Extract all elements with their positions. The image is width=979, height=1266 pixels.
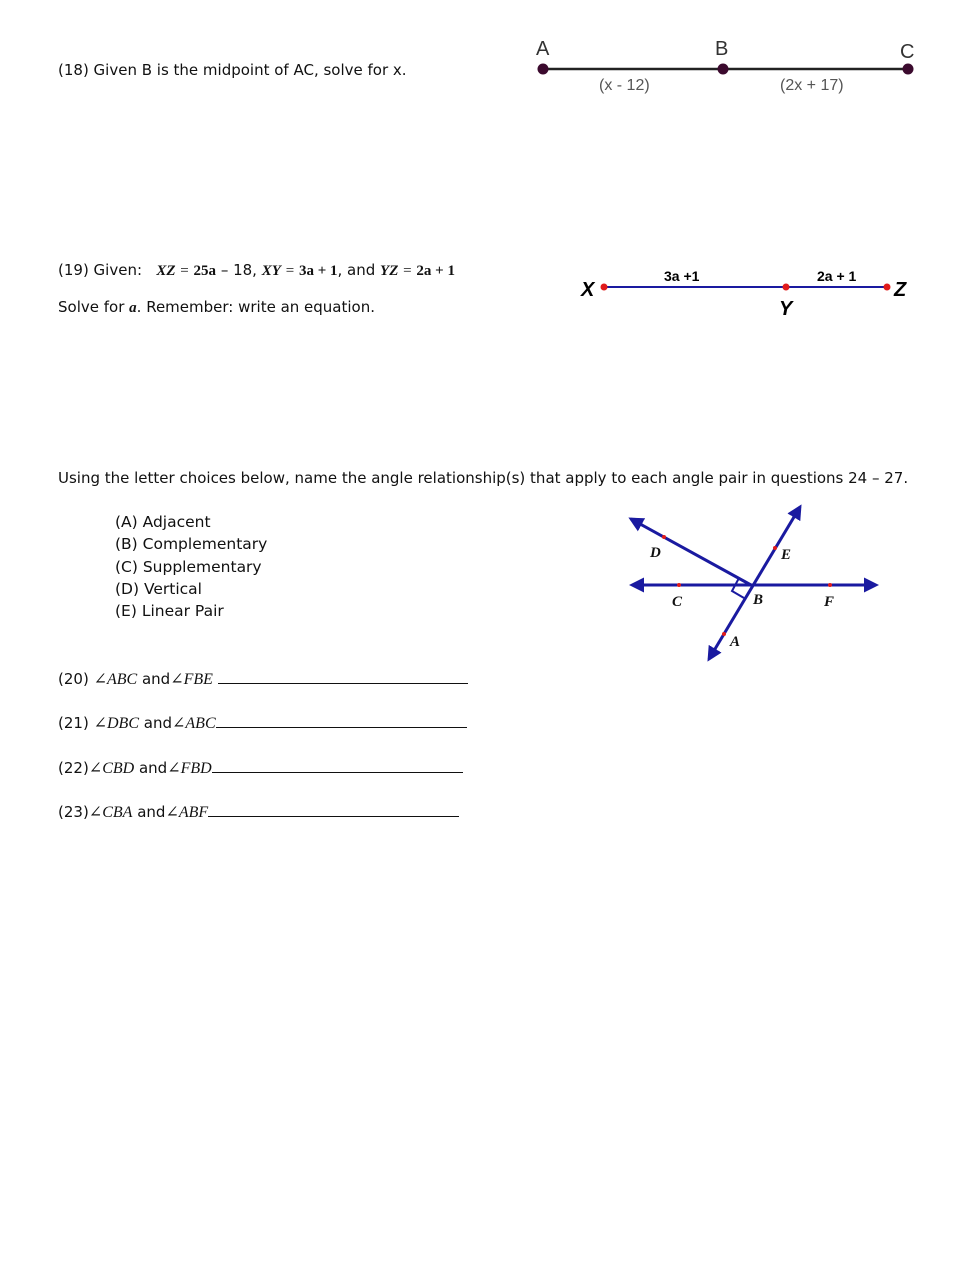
- q19-joiner: , and: [337, 261, 376, 279]
- point-c-label: C: [672, 594, 683, 610]
- q20-angle-a: ∠ABC: [93, 671, 138, 688]
- segment-yz-label: 2a + 1: [817, 268, 857, 284]
- q19-xy: XY: [261, 263, 281, 279]
- q20-answer-blank[interactable]: [218, 669, 468, 684]
- q23-angle-a: ∠CBA: [88, 804, 133, 821]
- point-a-label: A: [536, 38, 550, 60]
- q19-solve-suffix: . Remember: write an equation.: [136, 298, 375, 316]
- q19-equals-1: =: [180, 263, 189, 279]
- angle-diagram: [620, 500, 890, 670]
- q19-equals-2: =: [285, 263, 295, 279]
- ray-bd: [631, 519, 751, 585]
- q20-angle-b: ∠FBE: [170, 671, 213, 688]
- choice-vertical: (D) Vertical: [115, 580, 202, 598]
- q19-equals-3: =: [403, 263, 412, 279]
- point-y-label: Y: [779, 298, 793, 320]
- question-21: [58, 713, 467, 733]
- choice-adjacent: (A) Adjacent: [115, 513, 211, 531]
- q22-and: and: [138, 759, 168, 777]
- q22-answer-blank[interactable]: [212, 758, 463, 773]
- q19-xz-tail: – 18,: [220, 261, 257, 279]
- line-ae: [709, 507, 800, 659]
- segment-bc-label: (2x + 17): [780, 77, 844, 94]
- question-19-instruction: [58, 298, 375, 317]
- q19-solve-prefix: Solve for: [58, 298, 125, 316]
- question-19-given: [58, 261, 455, 280]
- xyz-segment-diagram: [575, 262, 915, 324]
- q19-yz: YZ: [380, 263, 399, 279]
- point-c-label: C: [900, 41, 915, 63]
- point-a-label: A: [730, 634, 741, 650]
- point-z-dot: [884, 284, 891, 291]
- q19-xz-value: 25a: [193, 263, 217, 279]
- point-b-dot: [718, 64, 729, 75]
- q22-angle-a: ∠CBD: [88, 760, 135, 777]
- q19-xy-value: 3a + 1: [298, 263, 338, 279]
- q23-and: and: [137, 803, 166, 821]
- choice-linear-pair: (E) Linear Pair: [115, 602, 224, 620]
- segment-xy-label: 3a +1: [664, 268, 700, 284]
- q22-angle-b: ∠FBD: [167, 760, 212, 777]
- q23-answer-blank[interactable]: [208, 802, 459, 817]
- question-20: [58, 669, 468, 689]
- q20-and: and: [141, 670, 171, 688]
- q19-xz: XZ: [156, 263, 176, 279]
- point-z-label: Z: [894, 279, 907, 301]
- point-e-label: E: [781, 547, 792, 563]
- question-18-text: (18) Given B is the midpoint of AC, solve for x.: [58, 61, 407, 79]
- q19-variable: a: [129, 300, 137, 316]
- point-b-label: B: [715, 38, 729, 60]
- q21-angle-a: ∠DBC: [93, 715, 139, 732]
- point-y-dot: [783, 284, 790, 291]
- choice-supplementary: (C) Supplementary: [115, 558, 262, 576]
- question-23: [58, 802, 459, 822]
- choice-complementary: (B) Complementary: [115, 535, 268, 553]
- q22-number: (22): [58, 759, 89, 777]
- angle-instructions: Using the letter choices below, name the angle relationship(s) that apply to each angle pair in questions 24 – 27.: [58, 469, 909, 487]
- q23-number: (23): [58, 803, 89, 821]
- point-f-label: F: [824, 594, 835, 610]
- q21-answer-blank[interactable]: [216, 713, 467, 728]
- q21-number: (21): [58, 714, 89, 732]
- point-x-dot: [601, 284, 608, 291]
- q20-number: (20): [58, 670, 89, 688]
- segment-ab-label: (x - 12): [599, 77, 650, 94]
- point-b-label: B: [753, 592, 764, 608]
- q21-angle-b: ∠ABC: [172, 715, 216, 732]
- point-a-dot: [538, 64, 549, 75]
- question-22: [58, 758, 463, 778]
- point-d-label: D: [650, 545, 661, 561]
- midpoint-segment-diagram: [525, 30, 925, 105]
- q19-prefix: (19) Given:: [58, 261, 143, 279]
- q19-yz-value: 2a + 1: [416, 263, 455, 279]
- q21-and: and: [143, 714, 172, 732]
- q23-angle-b: ∠ABF: [165, 804, 209, 821]
- point-c-dot: [903, 64, 914, 75]
- point-x-label: X: [581, 279, 595, 301]
